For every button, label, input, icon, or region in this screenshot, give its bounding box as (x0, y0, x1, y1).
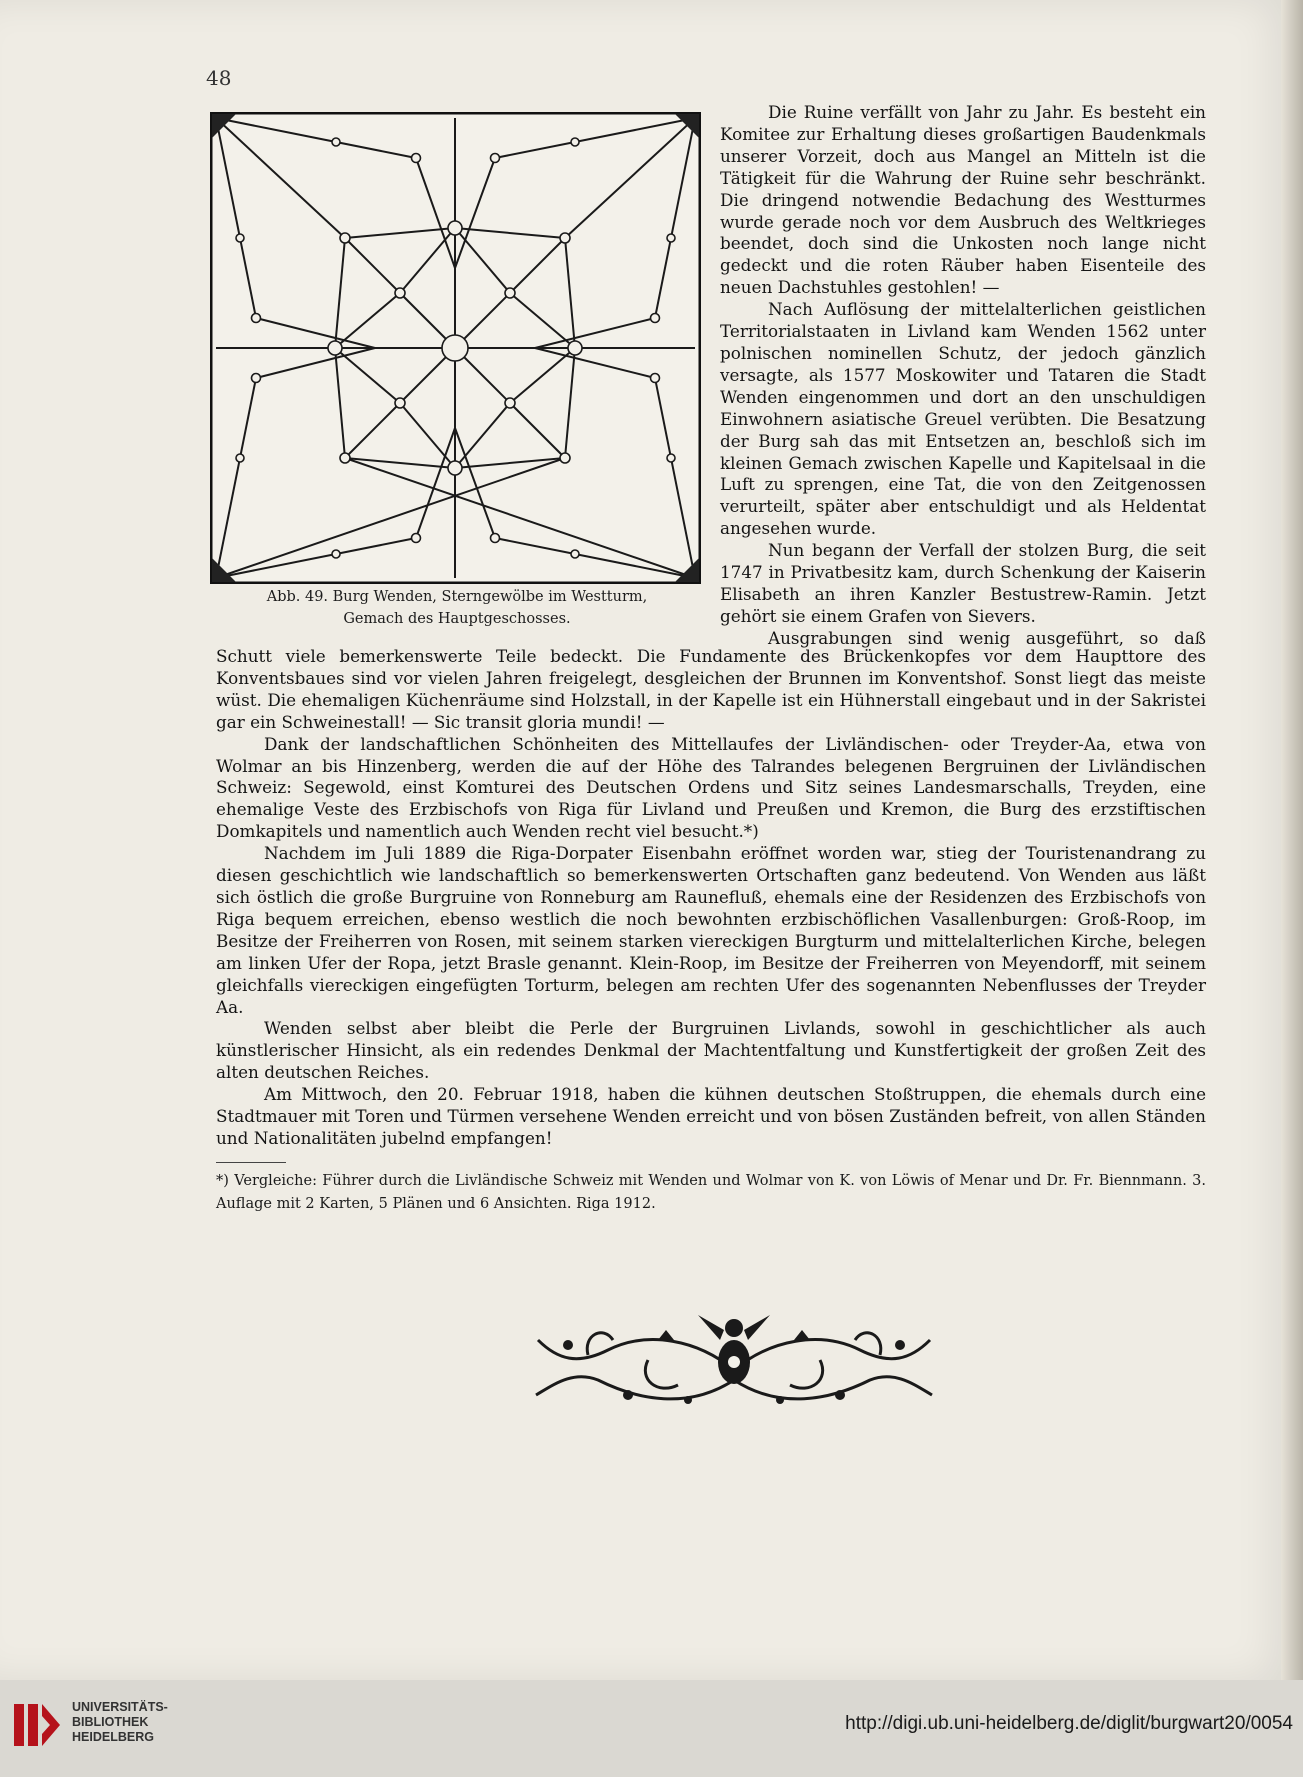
library-name-line-1: UNIVERSITÄTS- (72, 1700, 168, 1714)
library-name-line-2: BIBLIOTHEK (72, 1715, 149, 1729)
paragraph: Am Mittwoch, den 20. Februar 1918, haben die kühnen deutschen Stoßtruppen, die ehemals durch eine Stadtmauer mit Toren und Türmen versehene Wenden erreicht und von bösen Zuständen befreit, von allen Ständen und Nationalitäten jubelnd empfangen! (216, 1084, 1206, 1148)
eagle-ornament-drawing (528, 1300, 940, 1424)
paragraph: Nach Auflösung der mittelalterlichen geistlichen Territorialstaaten in Livland kam Wenden 1562 unter polnischen nominellen Schutz, der jedoch gänzlich versagte, als 1577 Moskowiter und Tataren die Stadt Wenden eingenommen und dort an den unschuldigen Einwohnern asiatische Greuel verübten. Die Besatzung der Burg sah das mit Entsetzen an, beschloß sich im kleinen Gemach zwischen Kapelle und Kapitelsaal in die Luft zu sprengen, eine Tat, die von den Zeitgenossen verurteilt, später aber entschuldigt und als Heldentat angesehen wurde. (720, 299, 1206, 539)
vault-figure (210, 112, 701, 584)
full-width-text (216, 646, 1206, 1150)
paragraph: Wenden selbst aber bleibt die Perle der Burgruinen Livlands, sowohl in geschichtlicher als auch künstlerischer Hinsicht, als ein redendes Denkmal der Machtentfaltung und Kunstfertigkeit der großen Zeit des alten deutschen Reiches. (216, 1018, 1206, 1083)
paragraph: Nachdem im Juli 1889 die Riga-Dorpater Eisenbahn eröffnet worden war, stieg der Touristenandrang zu diesen geschichtlich wie landschaftlich so bemerkenswerten Ortschaften ganz bedeutend. Von Wenden aus läßt sich östlich die große Burgruine von Ronneburg am Raunefluß, ehemals eine der Residenzen des Erzbischofs von Riga bequem erreichen, ebenso westlich die noch bewohnten erzbischöflichen Vasallenburgen: Groß-Roop, im Besitze der Freiherren von Rosen, mit seinem starken viereckigen Burgturm und mittelalterlichen Kirche, belegen am linken Ufer der Ropa, jetzt Brasle genannt. Klein-Roop, im Besitze der Freiherren von Meyendorff, mit seinem gleichfalls viereckigen eingefügten Torturm, belegen am rechten Ufer des sogenannten Nebenflusses der Treyder Aa. (216, 843, 1206, 1017)
footnote: *) Vergleiche: Führer durch die Livländische Schweiz mit Wenden und Wolmar von K. von Löwis of Menar und Dr. Fr. Biennmann. 3. Auflage mit 2 Karten, 5 Plänen und 6 Ansichten. Riga 1912. (216, 1173, 1206, 1212)
figure-caption (192, 586, 722, 630)
caption-line-1: Abb. 49. Burg Wenden, Sterngewölbe im Westturm, (266, 589, 648, 605)
library-name-line-3: HEIDELBERG (72, 1730, 154, 1744)
footnote-divider (216, 1162, 286, 1163)
paragraph: Nun begann der Verfall der stolzen Burg, die seit 1747 in Privatbesitz kam, durch Schenkung der Kaiserin Elisabeth an ihren Kanzler Bestustrew-Ramin. Jetzt gehört sie einem Grafen von Sievers. (720, 540, 1206, 626)
paragraph: Die Ruine verfällt von Jahr zu Jahr. Es besteht ein Komitee zur Erhaltung dieses großartigen Baudenkmals unserer Vorzeit, doch aus Mangel an Mitteln ist die Tätigkeit für die Wahrung der Ruine sehr beschränkt. Die dringend notwendie Bedachung des Westturmes wurde gerade noch vor dem Ausbruch des Weltkrieges beendet, doch sind die Unkosten noch lange nicht gedeckt und die roten Räuber haben Eisenteile des neuen Dachstuhles gestohlen! — (720, 102, 1206, 298)
university-logo-icon[interactable] (10, 1698, 64, 1752)
page-spine-shadow (1281, 0, 1303, 1680)
library-name[interactable] (72, 1700, 168, 1745)
document-url-link[interactable]: http://digi.ub.uni-heidelberg.de/diglit/burgwart20/0054 (845, 1713, 1293, 1734)
right-column-text (720, 102, 1206, 650)
paragraph: Schutt viele bemerkenswerte Teile bedeckt. Die Fundamente des Brückenkopfes vor dem Haupttore des Konventsbaues sind vor vielen Jahren freigelegt, desgleichen der Brunnen im Konventshof. Sonst liegt das meiste wüst. Die ehemaligen Küchenräume sind Holzstall, in der Kapelle ist ein Hühnerstall eingebaut und in der Sakristei gar ein Schweinestall! — Sic transit gloria mundi! — (216, 646, 1206, 732)
paragraph: Ausgrabungen sind wenig ausgeführt, so daß (768, 627, 1206, 648)
star-vault-drawing (210, 112, 701, 584)
page-number: 48 (206, 66, 232, 90)
paragraph: Dank der landschaftlichen Schönheiten des Mittellaufes der Livländischen- oder Treyder-Aa, etwa von Wolmar an bis Hinzenberg, werden die auf der Höhe des Talrandes belegenen Bergruinen der Livländischen Schweiz: Segewold, einst Komturei des Deutschen Ordens und Sitz seines Landesmarschalls, Treyden, eine ehemalige Veste des Erzbischofs von Riga für Livland und Preußen und Kremon, die Burg des erzstiftischen Domkapitels und namentlich auch Wenden recht viel besucht.*) (216, 733, 1206, 842)
caption-line-2: Gemach des Hauptgeschosses. (343, 611, 571, 627)
floral-ornament (528, 1300, 940, 1424)
